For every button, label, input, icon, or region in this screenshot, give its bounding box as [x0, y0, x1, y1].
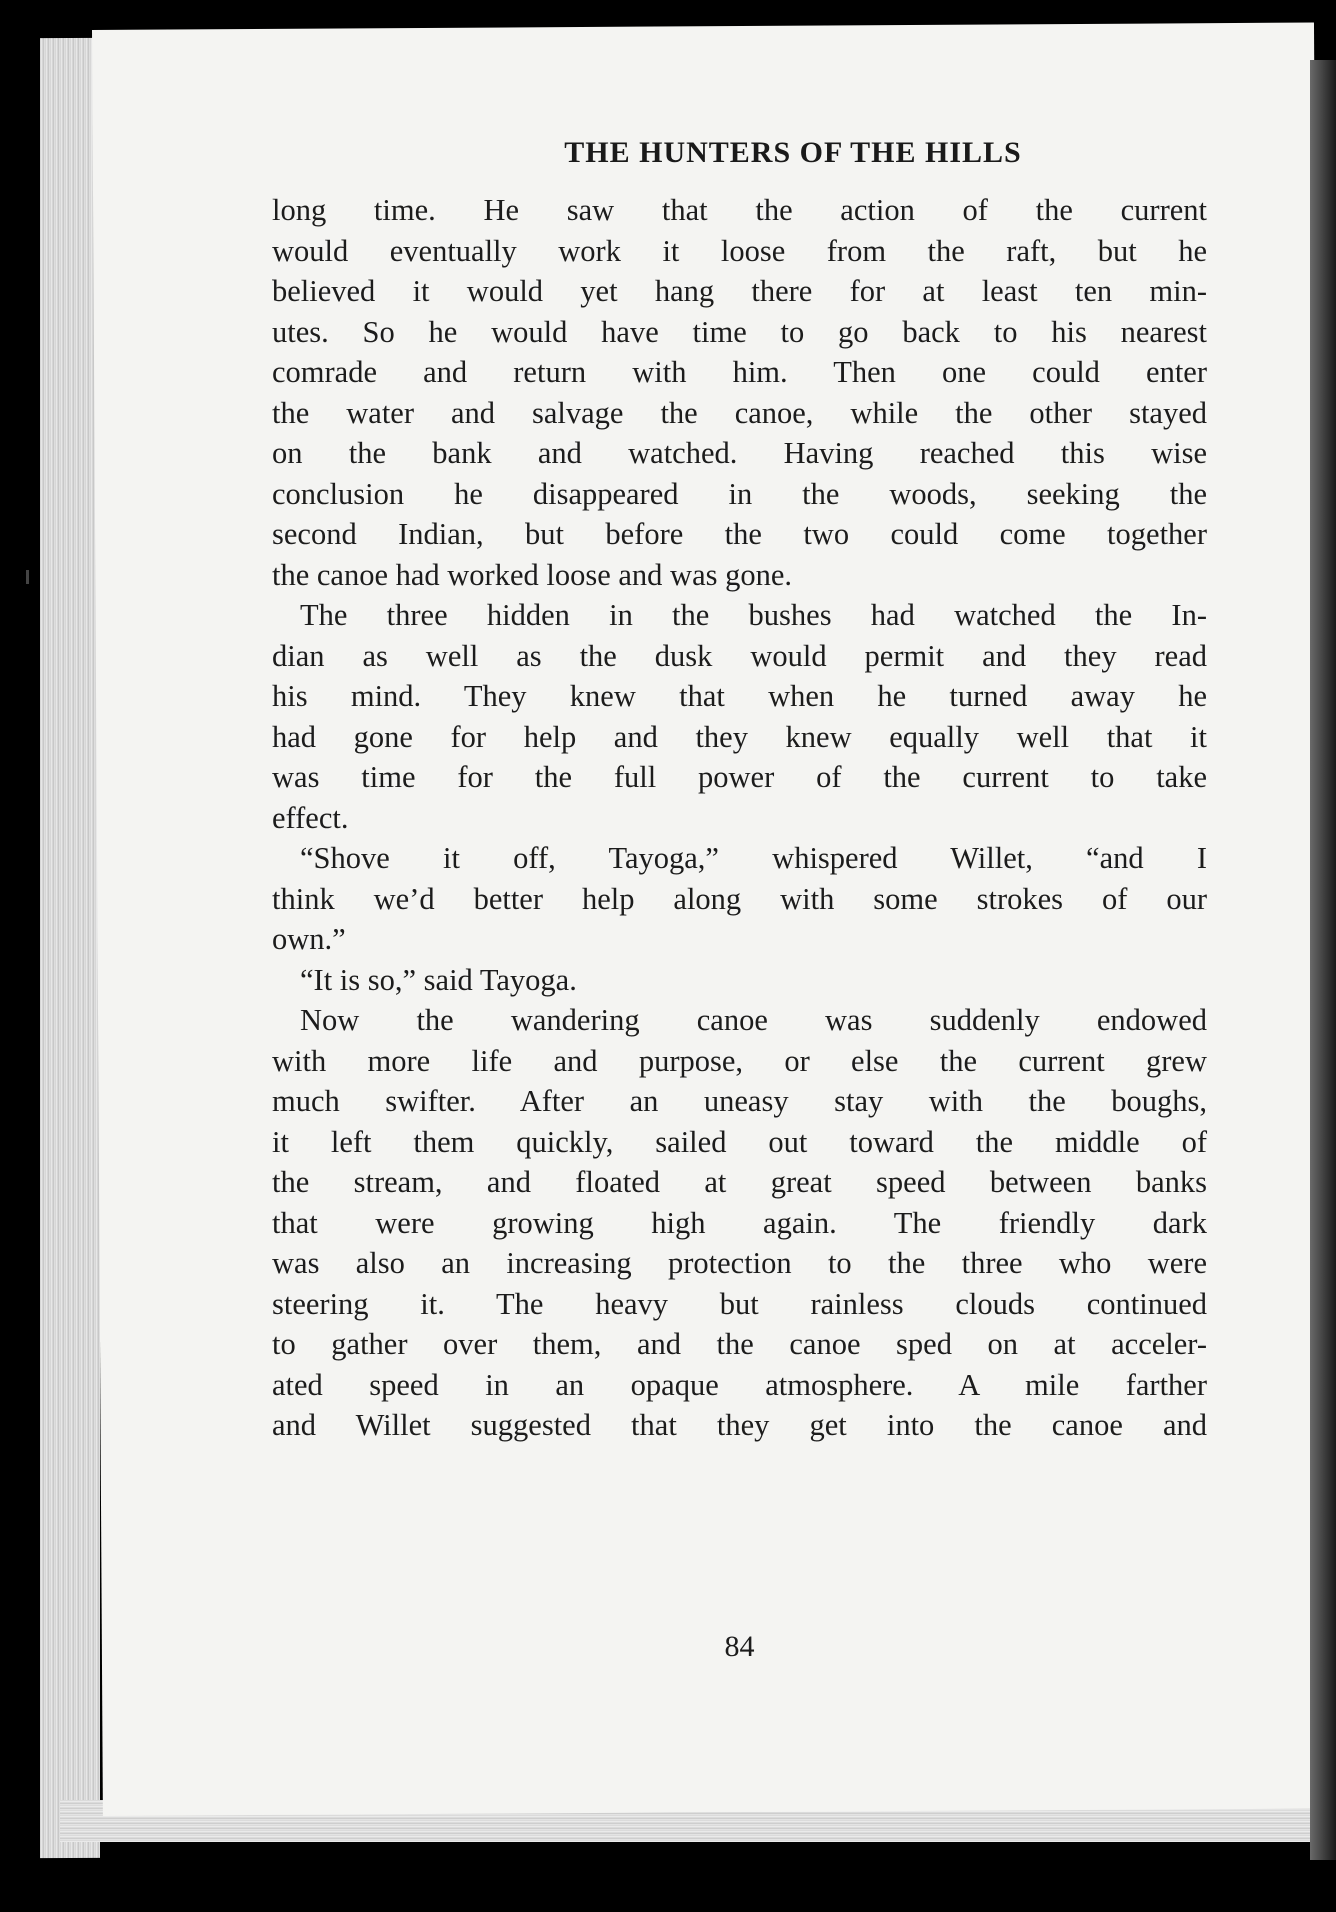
text-line: with more life and purpose, or else the current grew	[272, 1043, 1207, 1078]
text-line: steering it. The heavy but rainless clouds continued	[272, 1286, 1207, 1321]
text-line: believed it would yet hang there for at least ten min-	[272, 274, 1207, 308]
text-line: would eventually work it loose from the raft, but he	[272, 233, 1207, 268]
text-line: to gather over them, and the canoe sped on at acceler-	[272, 1327, 1207, 1361]
text-line: on the bank and watched. Having reached this wise	[272, 436, 1207, 470]
page-number: 84	[724, 1630, 755, 1663]
text-line: “It is so,” said Tayoga.	[300, 962, 577, 997]
text-line: it left them quickly, sailed out toward the middle of	[272, 1124, 1207, 1159]
text-line: The three hidden in the bushes had watched the In-	[300, 598, 1207, 632]
text-line: conclusion he disappeared in the woods, seeking the	[272, 476, 1207, 511]
text-line: long time. He saw that the action of the current	[272, 193, 1207, 227]
text-line: ated speed in an opaque atmosphere. A mile farther	[272, 1367, 1207, 1402]
text-line: that were growing high again. The friendly dark	[272, 1205, 1207, 1240]
text-line: the water and salvage the canoe, while the other stayed	[272, 395, 1207, 430]
running-head: THE HUNTERS OF THE HILLS	[564, 136, 1022, 169]
text-line: Now the wandering canoe was suddenly endowed	[300, 1003, 1207, 1037]
gutter-shadow	[1310, 60, 1336, 1860]
text-line: “Shove it off, Tayoga,” whispered Willet, “and I	[300, 841, 1207, 875]
text-line: the stream, and floated at great speed between banks	[272, 1165, 1207, 1199]
text-line: the canoe had worked loose and was gone.	[272, 557, 793, 592]
text-line: had gone for help and they knew equally well that it	[272, 719, 1207, 754]
text-line: was time for the full power of the current to take	[272, 760, 1207, 794]
text-line: his mind. They knew that when he turned away he	[272, 679, 1207, 713]
text-line: effect.	[272, 800, 349, 835]
text-line: utes. So he would have time to go back to his nearest	[272, 314, 1207, 349]
scan-mark	[26, 570, 29, 584]
text-line: was also an increasing protection to the three who were	[272, 1246, 1207, 1280]
text-line: second Indian, but before the two could come together	[272, 517, 1207, 551]
page-edges	[40, 38, 100, 1858]
text-line: dian as well as the dusk would permit and they read	[272, 638, 1207, 673]
body-text	[272, 190, 1207, 1446]
text-line: comrade and return with him. Then one could enter	[272, 355, 1207, 389]
text-line: much swifter. After an uneasy stay with the boughs,	[272, 1084, 1207, 1118]
text-line: own.”	[272, 922, 346, 956]
text-line: and Willet suggested that they get into the canoe and	[272, 1408, 1207, 1442]
text-line: think we’d better help along with some strokes of our	[272, 881, 1207, 916]
